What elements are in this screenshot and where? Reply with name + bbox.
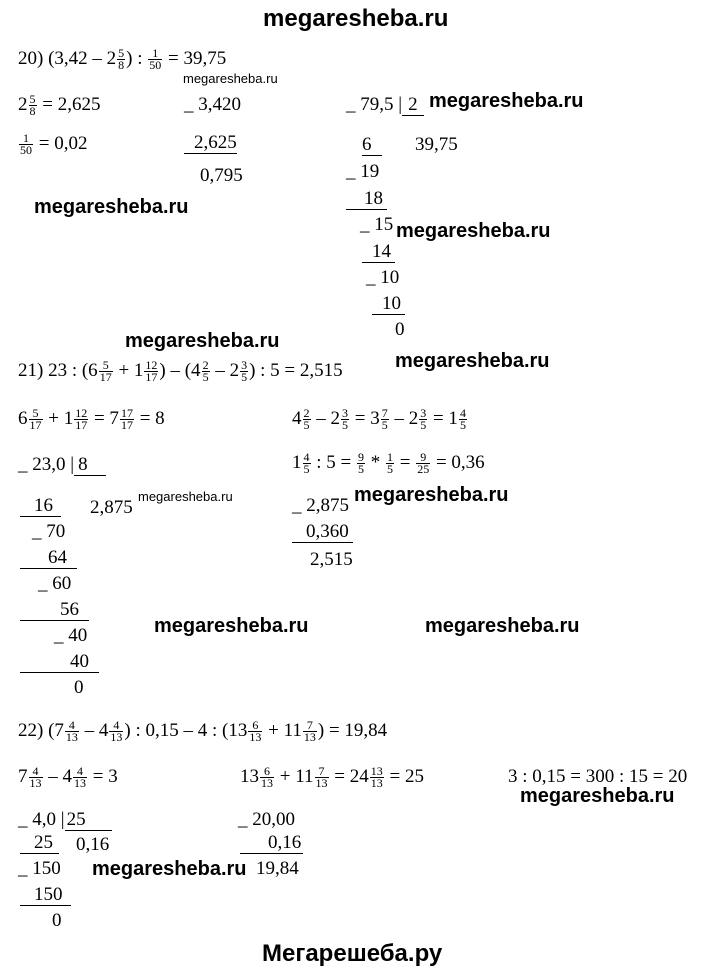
- p21-div-step: _ 60: [38, 573, 72, 594]
- p22-right1: 3 : 0,15 = 300 : 15 = 20: [508, 766, 688, 787]
- watermark: megaresheba.ru: [34, 196, 189, 218]
- p22-sub-result: 19,84: [256, 858, 299, 879]
- p20-sub-a: _ 3,420: [184, 94, 241, 115]
- p20-sub-result: 0,795: [200, 165, 243, 186]
- p20-div-step: 0: [395, 319, 405, 340]
- p21-div-step: _ 70: [32, 521, 66, 542]
- p21-sub-result: 2,515: [310, 549, 353, 570]
- p20-equation: 20) (3,42 – 2 $\frac{5}{8}$ ) : $\frac{1}{50}$ = 39,75: [18, 46, 227, 73]
- watermark: megaresheba.ru: [154, 615, 309, 637]
- p20-sub-b: 2,625: [184, 132, 237, 154]
- p21-div-quotient: 2,875: [90, 497, 133, 518]
- p20-div-step: 18: [346, 188, 387, 210]
- watermark: megaresheba.ru: [183, 71, 278, 86]
- watermark: megaresheba.ru: [138, 489, 233, 504]
- p20-line1: 2 $\frac{5}{8}$ = 2,625: [18, 92, 101, 119]
- site-footer: Мегарешеба.ру: [262, 940, 443, 967]
- watermark: megaresheba.ru: [395, 350, 550, 372]
- p21-line1: 6 $\frac{5}{17}$ + 1 $\frac{12}{17}$ = 7 $\frac{17}{17}$ = 8: [18, 406, 165, 433]
- p21-div-step: 40: [20, 651, 99, 673]
- p21-div-step: 56: [20, 599, 89, 621]
- p21-div-step: 64: [20, 547, 77, 569]
- p21-div-step: 0: [74, 677, 84, 698]
- p22-equation: 22) (7 $\frac{4}{13}$ – 4 $\frac{4}{13}$ ) : 0,15 – 4 : (13 $\frac{6}{13}$ + 11 $\frac{7}{13}$ ) = 19,84: [18, 718, 388, 745]
- watermark: megaresheba.ru: [425, 615, 580, 637]
- watermark: megaresheba.ru: [520, 785, 675, 807]
- p22-line1: 7 $\frac{4}{13}$ – 4 $\frac{4}{13}$ = 3: [18, 764, 118, 791]
- p21-div-step: 16: [20, 495, 61, 517]
- p22-sub-a: _ 20,00: [238, 809, 295, 830]
- p21-right2: 1 $\frac{4}{5}$ : 5 = $\frac{9}{5}$ * $\frac{1}{5}$ = $\frac{9}{25}$ = 0,36: [292, 450, 485, 477]
- p22-div-step: 25: [20, 832, 59, 854]
- p21-div-dividend: _ 23,0 | 8: [18, 454, 106, 476]
- watermark: megaresheba.ru: [125, 330, 280, 352]
- watermark: megaresheba.ru: [396, 220, 551, 242]
- p21-sub-a: _ 2,875: [292, 495, 349, 516]
- p20-div-step: _ 10: [366, 267, 400, 288]
- p20-div-step: _ 19: [346, 161, 380, 182]
- watermark: megaresheba.ru: [354, 484, 509, 506]
- p20-div-dividend: _ 79,5 | 2: [346, 94, 424, 116]
- p22-div-step: 150: [20, 884, 71, 906]
- p22-div-step: 0: [52, 910, 62, 931]
- p22-middle1: 13 $\frac{6}{13}$ + 11 $\frac{7}{13}$ = 24 $\frac{13}{13}$ = 25: [240, 764, 424, 791]
- p20-div-step: 6: [362, 134, 382, 156]
- p21-right1: 4 $\frac{2}{5}$ – 2 $\frac{3}{5}$ = 3 $\frac{7}{5}$ – 2 $\frac{3}{5}$ = 1 $\frac{4}{5}$: [292, 406, 466, 433]
- p20-div-step: 10: [372, 293, 405, 315]
- p22-div-quotient: 0,16: [76, 834, 110, 855]
- p22-div-dividend: _ 4,0 | 25: [18, 809, 112, 831]
- p20-div-step: 14: [362, 241, 395, 263]
- p20-div-quotient: 39,75: [415, 134, 458, 155]
- p20-line2: $\frac{1}{50}$ = 0,02: [20, 131, 88, 158]
- p21-equation: 21) 23 : (6 $\frac{5}{17}$ + 1 $\frac{12}{17}$ ) – (4 $\frac{2}{5}$ – 2 $\frac{3}{5}$ ) : 5 = 2,515: [18, 358, 343, 385]
- p22-div-step: _ 150: [18, 858, 61, 879]
- watermark: megaresheba.ru: [92, 858, 247, 880]
- p22-sub-b: 0,16: [240, 832, 303, 854]
- watermark: megaresheba.ru: [429, 90, 584, 112]
- p21-div-step: _ 40: [54, 625, 88, 646]
- p20-div-step: _ 15: [360, 214, 394, 235]
- site-header: megaresheba.ru: [263, 5, 449, 32]
- p21-sub-b: 0,360: [292, 521, 353, 543]
